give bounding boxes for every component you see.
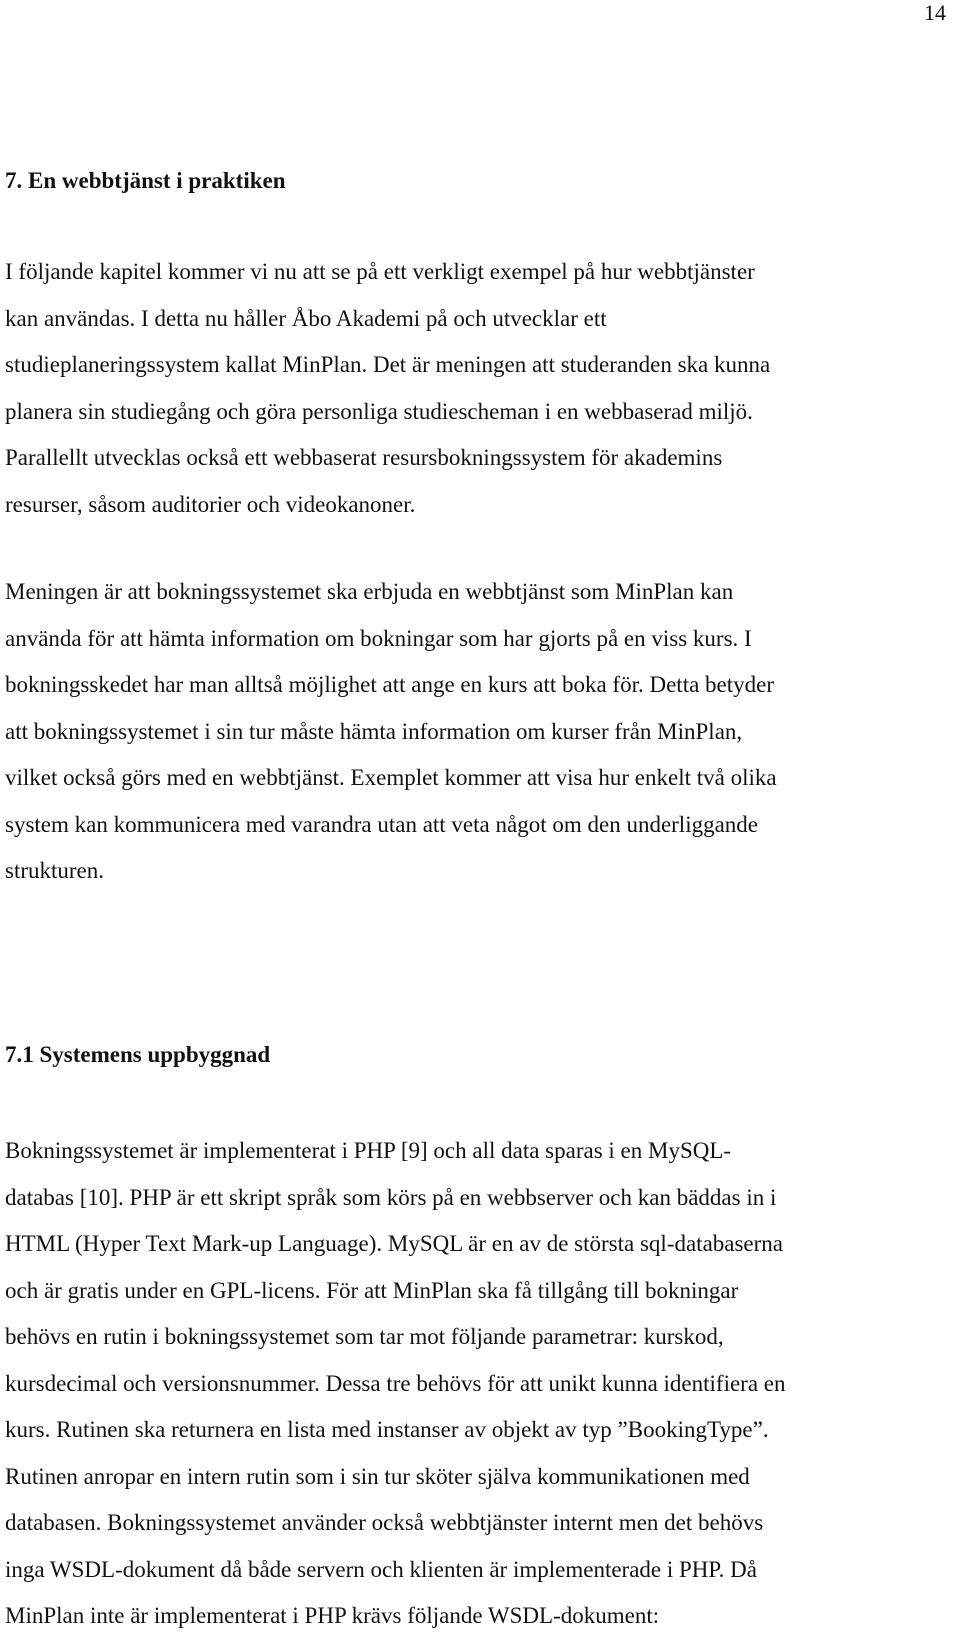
text-line: Bokningssystemet är implementerat i PHP [9] och all data sparas i en MySQL-: [5, 1138, 732, 1163]
text-line: studieplaneringssystem kallat MinPlan. Det är meningen att studeranden ska kunna: [5, 352, 771, 377]
paragraph-booking-service: [5, 569, 777, 895]
page-number: 14: [924, 0, 946, 25]
text-line: Rutinen anropar en intern rutin som i sin tur sköter själva kommunikationen med: [5, 1463, 750, 1489]
text-line: databasen. Bokningssystemet använder också webbtjänster internt men det behövs: [5, 1510, 764, 1535]
text-line: planera sin studiegång och göra personliga studiescheman i en webbaserad miljö.: [5, 398, 753, 424]
text-line: kurs. Rutinen ska returnera en lista med instanser av objekt av typ ”BookingType”.: [5, 1417, 769, 1442]
text-line: kursdecimal och versionsnummer. Dessa tre behövs för att unikt kunna identifiera en: [5, 1370, 786, 1396]
text-line: vilket också görs med en webbtjänst. Exemplet kommer att visa hur enkelt två olika: [5, 765, 777, 790]
text-line: att bokningssystemet i sin tur måste hämta information om kurser från MinPlan,: [5, 718, 743, 744]
text-line: strukturen.: [5, 858, 105, 883]
text-line: inga WSDL-dokument då både servern och klienten är implementerade i PHP. Då: [5, 1556, 757, 1582]
text-line: bokningsskedet har man alltså möjlighet att ange en kurs att boka för. Detta betyder: [5, 672, 775, 697]
text-line: Meningen är att bokningssystemet ska erbjuda en webbtjänst som MinPlan kan: [5, 579, 734, 604]
text-line: Parallellt utvecklas också ett webbaserat resursbokningssystem för akademins: [5, 445, 723, 470]
text-line: I följande kapitel kommer vi nu att se på ett verkligt exempel på hur webbtjänster: [5, 259, 755, 284]
text-line: behövs en rutin i bokningssystemet som tar mot följande parametrar: kurskod,: [5, 1324, 724, 1349]
text-line: använda för att hämta information om bokningar som har gjorts på en viss kurs. I: [5, 625, 752, 651]
text-line: resurser, såsom auditorier och videokanoner.: [5, 491, 416, 517]
section-heading-7: 7. En webbtjänst i praktiken: [5, 168, 286, 193]
section-heading-7-1: 7.1 Systemens uppbyggnad: [5, 1042, 271, 1067]
text-line: MinPlan inte är implementerat i PHP krävs följande WSDL-dokument:: [5, 1603, 660, 1628]
text-line: och är gratis under en GPL-licens. För att MinPlan ska få tillgång till bokningar: [5, 1277, 739, 1303]
text-line: system kan kommunicera med varandra utan att veta något om den underliggande: [5, 811, 759, 837]
paragraph-intro: [5, 249, 770, 528]
text-line: kan användas. I detta nu håller Åbo Akademi på och utvecklar ett: [5, 305, 607, 331]
text-line: databas [10]. PHP är ett skript språk som körs på en webbserver och kan bäddas in i: [5, 1184, 777, 1210]
text-line: HTML (Hyper Text Mark-up Language). MySQL är en av de största sql-databaserna: [5, 1231, 784, 1256]
paragraph-system-structure: [5, 1128, 786, 1640]
